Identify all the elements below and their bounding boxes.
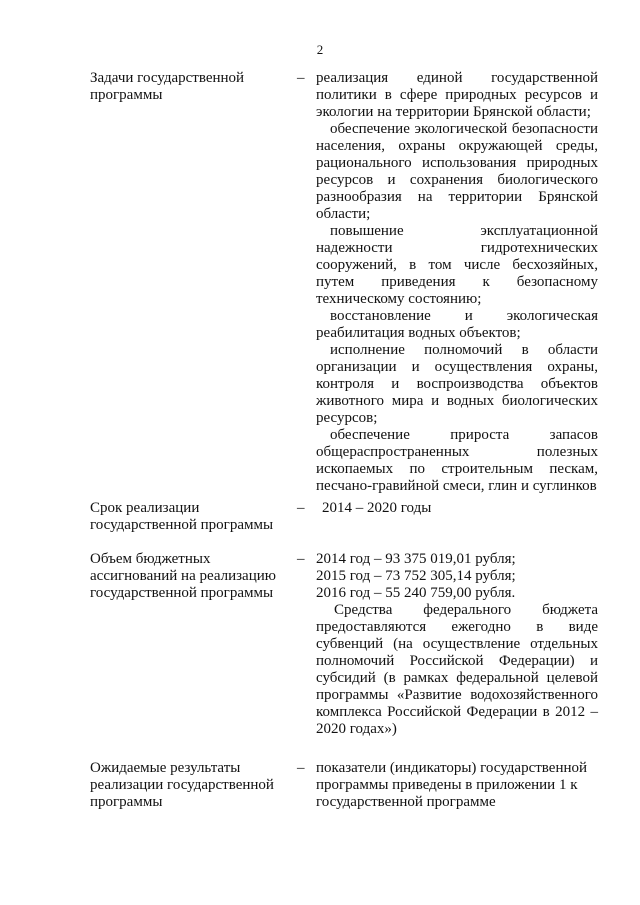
task-item-5: исполнение полномочий в области организации и осуществления охраны, контроля и воспроизводства объектов животного мира и водных биологических ресурсов; [316,342,598,426]
budget-dash: – [297,551,305,567]
budget-content [316,551,598,738]
term-label: Срок реализации государственной программы [90,500,274,533]
results-label: Ожидаемые результаты реализации государственной программы [90,760,274,810]
budget-year-2015: 2015 год – 73 752 305,14 рубля; [316,568,516,584]
task-item-3: повышение эксплуатационной надежности гидротехнических сооружений, в том числе бесхозяйных, путем приведения к безопасному техническому состоянию; [316,223,598,307]
term-dash: – [297,500,305,516]
tasks-dash: – [297,70,305,86]
tasks-label: Задачи государственной программы [90,70,245,103]
term-value: 2014 – 2020 годы [322,500,432,516]
budget-year-2016: 2016 год – 55 240 759,00 рубля. [316,585,516,601]
budget-label: Объем бюджетных ассигнований на реализацию государственной программы [90,551,276,601]
tasks-content [316,70,598,495]
task-item-2: обеспечение экологической безопасности населения, охраны окружающей среды, рационального использования природных ресурсов и сохранения биологического разнообразия на территории Брянской области; [316,121,598,222]
page-number: 2 [316,42,324,57]
budget-year-2014: 2014 год – 93 375 019,01 рубля; [316,551,516,567]
task-item-1: реализация единой государственной политики в сфере природных ресурсов и экологии на территории Брянской области; [316,70,598,120]
task-item-4: восстановление и экологическая реабилитация водных объектов; [316,308,598,341]
budget-note: Средства федерального бюджета предоставляются ежегодно в виде субвенций (на осуществление отдельных полномочий Российской Федерации) и субсидий (в рамках федеральной целевой программы «Развитие водохозяйственного комплекса Российской Федерации в 2012 – 2020 годах») [316,602,598,737]
task-item-6: обеспечение прироста запасов общераспространенных полезных ископаемых по строительным пескам, песчано-гравийной смеси, глин и суглинков [316,427,598,494]
results-dash: – [297,760,305,776]
results-value: показатели (индикаторы) государственной программы приведены в приложении 1 к государственной программе [316,760,588,810]
